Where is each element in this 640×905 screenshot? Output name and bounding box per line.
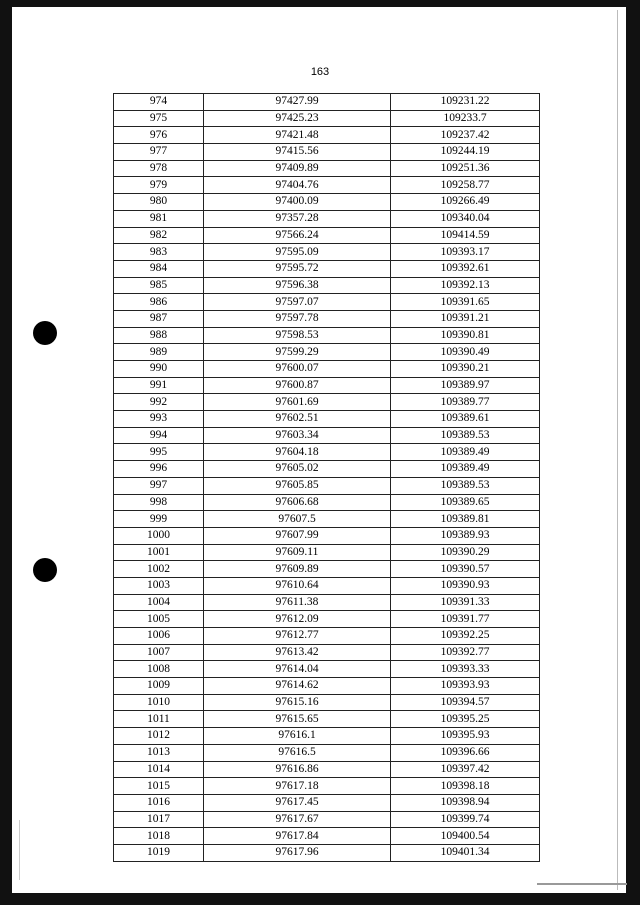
y-coordinate-cell: 109392.13 — [391, 277, 540, 294]
y-coordinate-cell: 109391.33 — [391, 594, 540, 611]
y-coordinate-cell: 109258.77 — [391, 177, 540, 194]
x-coordinate-cell: 97610.64 — [204, 577, 391, 594]
table-row — [114, 828, 540, 845]
x-coordinate-cell: 97605.02 — [204, 461, 391, 478]
table-row — [114, 244, 540, 261]
x-coordinate-cell: 97614.62 — [204, 678, 391, 695]
y-coordinate-cell: 109237.42 — [391, 127, 540, 144]
table-row — [114, 527, 540, 544]
table-row — [114, 344, 540, 361]
x-coordinate-cell: 97609.11 — [204, 544, 391, 561]
point-number-cell: 1012 — [114, 728, 204, 745]
scan-edge-line — [19, 820, 20, 880]
table-row — [114, 277, 540, 294]
y-coordinate-cell: 109394.57 — [391, 694, 540, 711]
table-row — [114, 544, 540, 561]
table-row — [114, 844, 540, 861]
y-coordinate-cell: 109340.04 — [391, 210, 540, 227]
table-row — [114, 794, 540, 811]
table-row — [114, 711, 540, 728]
x-coordinate-cell: 97595.72 — [204, 260, 391, 277]
table-row — [114, 327, 540, 344]
y-coordinate-cell: 109389.77 — [391, 394, 540, 411]
point-number-cell: 989 — [114, 344, 204, 361]
y-coordinate-cell: 109389.53 — [391, 427, 540, 444]
x-coordinate-cell: 97566.24 — [204, 227, 391, 244]
point-number-cell: 994 — [114, 427, 204, 444]
point-number-cell: 1014 — [114, 761, 204, 778]
table-row — [114, 444, 540, 461]
scan-border-left — [0, 0, 12, 905]
coordinate-table-body — [114, 94, 540, 862]
table-row — [114, 644, 540, 661]
coordinate-table — [113, 93, 540, 862]
table-row — [114, 394, 540, 411]
y-coordinate-cell: 109389.49 — [391, 444, 540, 461]
point-number-cell: 995 — [114, 444, 204, 461]
table-row — [114, 561, 540, 578]
table-row — [114, 127, 540, 144]
table-row — [114, 778, 540, 795]
point-number-cell: 992 — [114, 394, 204, 411]
table-row — [114, 728, 540, 745]
x-coordinate-cell: 97613.42 — [204, 644, 391, 661]
y-coordinate-cell: 109390.21 — [391, 361, 540, 378]
x-coordinate-cell: 97609.89 — [204, 561, 391, 578]
point-number-cell: 981 — [114, 210, 204, 227]
x-coordinate-cell: 97617.84 — [204, 828, 391, 845]
y-coordinate-cell: 109398.94 — [391, 794, 540, 811]
x-coordinate-cell: 97617.96 — [204, 844, 391, 861]
y-coordinate-cell: 109397.42 — [391, 761, 540, 778]
y-coordinate-cell: 109389.65 — [391, 494, 540, 511]
x-coordinate-cell: 97617.45 — [204, 794, 391, 811]
x-coordinate-cell: 97400.09 — [204, 194, 391, 211]
y-coordinate-cell: 109389.93 — [391, 527, 540, 544]
table-row — [114, 177, 540, 194]
y-coordinate-cell: 109391.65 — [391, 294, 540, 311]
point-number-cell: 974 — [114, 94, 204, 111]
point-number-cell: 978 — [114, 160, 204, 177]
x-coordinate-cell: 97599.29 — [204, 344, 391, 361]
table-row — [114, 461, 540, 478]
y-coordinate-cell: 109392.61 — [391, 260, 540, 277]
y-coordinate-cell: 109392.77 — [391, 644, 540, 661]
y-coordinate-cell: 109393.93 — [391, 678, 540, 695]
point-number-cell: 1016 — [114, 794, 204, 811]
point-number-cell: 975 — [114, 110, 204, 127]
x-coordinate-cell: 97409.89 — [204, 160, 391, 177]
point-number-cell: 993 — [114, 411, 204, 428]
y-coordinate-cell: 109389.81 — [391, 511, 540, 528]
x-coordinate-cell: 97615.16 — [204, 694, 391, 711]
y-coordinate-cell: 109266.49 — [391, 194, 540, 211]
scan-border-top — [0, 0, 640, 7]
table-row — [114, 294, 540, 311]
point-number-cell: 1015 — [114, 778, 204, 795]
table-row — [114, 144, 540, 161]
table-row — [114, 628, 540, 645]
punch-hole-icon — [33, 321, 57, 345]
x-coordinate-cell: 97597.78 — [204, 310, 391, 327]
x-coordinate-cell: 97600.07 — [204, 361, 391, 378]
y-coordinate-cell: 109399.74 — [391, 811, 540, 828]
y-coordinate-cell: 109389.97 — [391, 377, 540, 394]
x-coordinate-cell: 97598.53 — [204, 327, 391, 344]
table-row — [114, 594, 540, 611]
x-coordinate-cell: 97597.07 — [204, 294, 391, 311]
x-coordinate-cell: 97605.85 — [204, 477, 391, 494]
table-row — [114, 761, 540, 778]
page-number: 163 — [310, 66, 330, 78]
y-coordinate-cell: 109233.7 — [391, 110, 540, 127]
x-coordinate-cell: 97604.18 — [204, 444, 391, 461]
scan-edge-line — [617, 10, 618, 890]
x-coordinate-cell: 97614.04 — [204, 661, 391, 678]
point-number-cell: 976 — [114, 127, 204, 144]
table-row — [114, 310, 540, 327]
x-coordinate-cell: 97602.51 — [204, 411, 391, 428]
y-coordinate-cell: 109391.21 — [391, 310, 540, 327]
point-number-cell: 977 — [114, 144, 204, 161]
point-number-cell: 991 — [114, 377, 204, 394]
x-coordinate-cell: 97601.69 — [204, 394, 391, 411]
point-number-cell: 1017 — [114, 811, 204, 828]
table-row — [114, 377, 540, 394]
point-number-cell: 1007 — [114, 644, 204, 661]
y-coordinate-cell: 109389.49 — [391, 461, 540, 478]
table-row — [114, 661, 540, 678]
point-number-cell: 988 — [114, 327, 204, 344]
y-coordinate-cell: 109400.54 — [391, 828, 540, 845]
x-coordinate-cell: 97616.1 — [204, 728, 391, 745]
table-row — [114, 227, 540, 244]
point-number-cell: 997 — [114, 477, 204, 494]
y-coordinate-cell: 109231.22 — [391, 94, 540, 111]
point-number-cell: 1000 — [114, 527, 204, 544]
punch-hole-icon — [33, 558, 57, 582]
table-row — [114, 678, 540, 695]
point-number-cell: 998 — [114, 494, 204, 511]
x-coordinate-cell: 97616.86 — [204, 761, 391, 778]
y-coordinate-cell: 109389.61 — [391, 411, 540, 428]
table-row — [114, 411, 540, 428]
point-number-cell: 982 — [114, 227, 204, 244]
x-coordinate-cell: 97595.09 — [204, 244, 391, 261]
point-number-cell: 984 — [114, 260, 204, 277]
scan-border-right — [626, 0, 640, 905]
y-coordinate-cell: 109390.81 — [391, 327, 540, 344]
table-row — [114, 577, 540, 594]
table-row — [114, 110, 540, 127]
table-row — [114, 511, 540, 528]
point-number-cell: 980 — [114, 194, 204, 211]
x-coordinate-cell: 97615.65 — [204, 711, 391, 728]
y-coordinate-cell: 109396.66 — [391, 744, 540, 761]
y-coordinate-cell: 109251.36 — [391, 160, 540, 177]
x-coordinate-cell: 97357.28 — [204, 210, 391, 227]
table-row — [114, 494, 540, 511]
point-number-cell: 1006 — [114, 628, 204, 645]
y-coordinate-cell: 109390.93 — [391, 577, 540, 594]
y-coordinate-cell: 109389.53 — [391, 477, 540, 494]
point-number-cell: 1008 — [114, 661, 204, 678]
x-coordinate-cell: 97607.5 — [204, 511, 391, 528]
point-number-cell: 1005 — [114, 611, 204, 628]
point-number-cell: 1001 — [114, 544, 204, 561]
point-number-cell: 1010 — [114, 694, 204, 711]
y-coordinate-cell: 109393.33 — [391, 661, 540, 678]
point-number-cell: 990 — [114, 361, 204, 378]
point-number-cell: 1019 — [114, 844, 204, 861]
x-coordinate-cell: 97603.34 — [204, 427, 391, 444]
x-coordinate-cell: 97612.77 — [204, 628, 391, 645]
point-number-cell: 979 — [114, 177, 204, 194]
x-coordinate-cell: 97404.76 — [204, 177, 391, 194]
point-number-cell: 1011 — [114, 711, 204, 728]
table-row — [114, 260, 540, 277]
y-coordinate-cell: 109395.25 — [391, 711, 540, 728]
y-coordinate-cell: 109414.59 — [391, 227, 540, 244]
point-number-cell: 987 — [114, 310, 204, 327]
x-coordinate-cell: 97415.56 — [204, 144, 391, 161]
point-number-cell: 1003 — [114, 577, 204, 594]
y-coordinate-cell: 109395.93 — [391, 728, 540, 745]
x-coordinate-cell: 97596.38 — [204, 277, 391, 294]
y-coordinate-cell: 109398.18 — [391, 778, 540, 795]
point-number-cell: 986 — [114, 294, 204, 311]
y-coordinate-cell: 109390.57 — [391, 561, 540, 578]
table-row — [114, 210, 540, 227]
y-coordinate-cell: 109392.25 — [391, 628, 540, 645]
point-number-cell: 1018 — [114, 828, 204, 845]
table-row — [114, 194, 540, 211]
x-coordinate-cell: 97611.38 — [204, 594, 391, 611]
table-row — [114, 694, 540, 711]
scan-border-bottom — [12, 893, 626, 905]
point-number-cell: 985 — [114, 277, 204, 294]
y-coordinate-cell: 109393.17 — [391, 244, 540, 261]
x-coordinate-cell: 97427.99 — [204, 94, 391, 111]
y-coordinate-cell: 109244.19 — [391, 144, 540, 161]
y-coordinate-cell: 109390.49 — [391, 344, 540, 361]
table-row — [114, 94, 540, 111]
x-coordinate-cell: 97607.99 — [204, 527, 391, 544]
table-row — [114, 427, 540, 444]
x-coordinate-cell: 97600.87 — [204, 377, 391, 394]
table-row — [114, 611, 540, 628]
x-coordinate-cell: 97617.18 — [204, 778, 391, 795]
table-row — [114, 160, 540, 177]
table-row — [114, 744, 540, 761]
point-number-cell: 983 — [114, 244, 204, 261]
x-coordinate-cell: 97612.09 — [204, 611, 391, 628]
point-number-cell: 1013 — [114, 744, 204, 761]
x-coordinate-cell: 97606.68 — [204, 494, 391, 511]
x-coordinate-cell: 97425.23 — [204, 110, 391, 127]
point-number-cell: 999 — [114, 511, 204, 528]
y-coordinate-cell: 109401.34 — [391, 844, 540, 861]
y-coordinate-cell: 109390.29 — [391, 544, 540, 561]
table-row — [114, 811, 540, 828]
table-row — [114, 361, 540, 378]
point-number-cell: 1002 — [114, 561, 204, 578]
y-coordinate-cell: 109391.77 — [391, 611, 540, 628]
x-coordinate-cell: 97421.48 — [204, 127, 391, 144]
point-number-cell: 996 — [114, 461, 204, 478]
scan-edge-line — [537, 883, 627, 885]
point-number-cell: 1004 — [114, 594, 204, 611]
x-coordinate-cell: 97616.5 — [204, 744, 391, 761]
table-row — [114, 477, 540, 494]
x-coordinate-cell: 97617.67 — [204, 811, 391, 828]
point-number-cell: 1009 — [114, 678, 204, 695]
